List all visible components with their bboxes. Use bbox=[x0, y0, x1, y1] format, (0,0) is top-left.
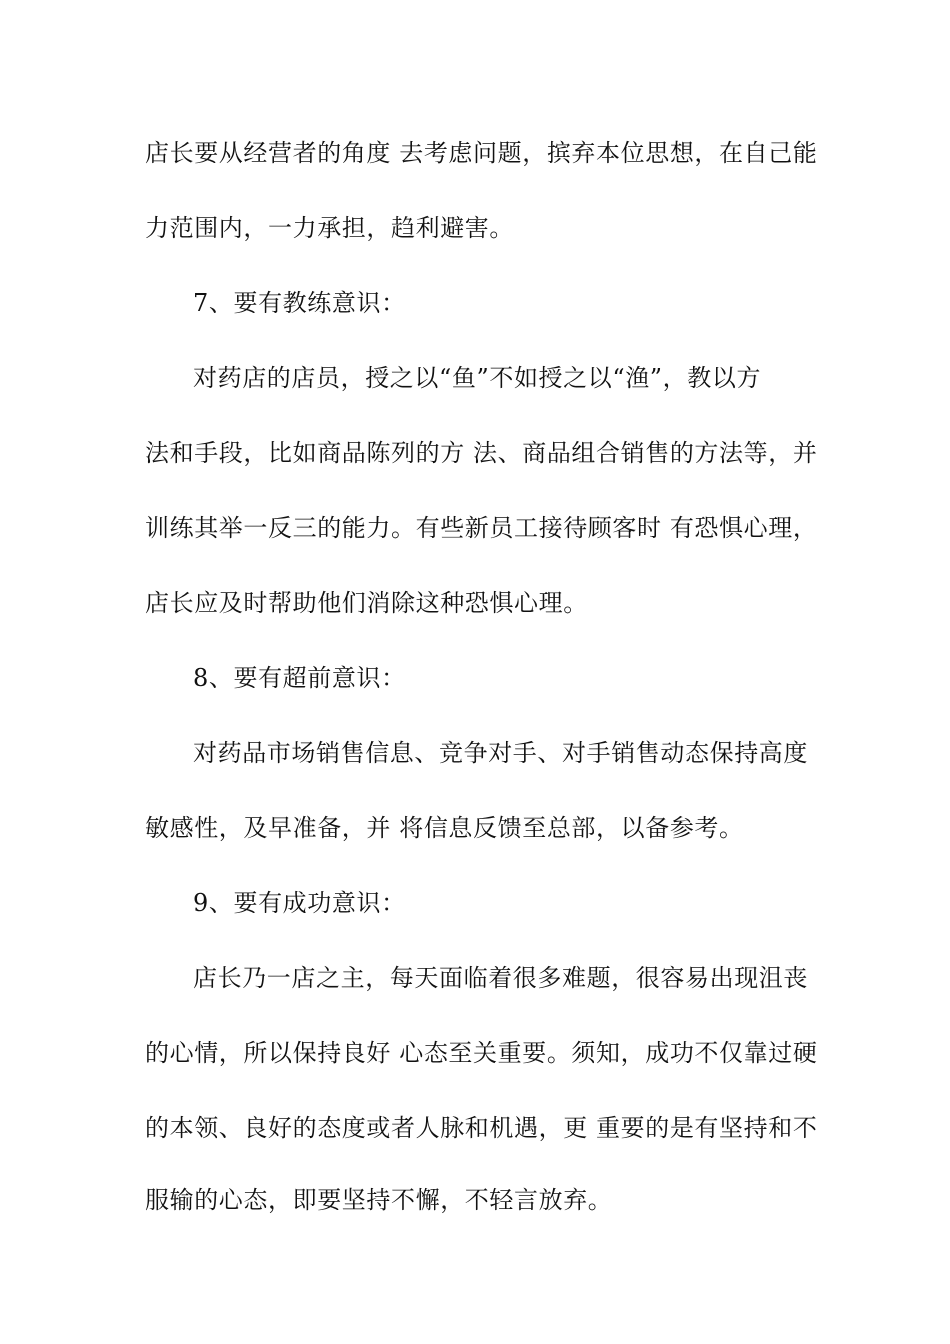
text-line: 的心情，所以保持良好 心态至关重要。须知，成功不仅靠过硬 bbox=[145, 1039, 818, 1067]
text-line: 敏感性，及早准备，并 将信息反馈至总部，以备参考。 bbox=[145, 814, 744, 842]
text-line: 的本领、良好的态度或者人脉和机遇，更 重要的是有坚持和不 bbox=[145, 1114, 818, 1142]
section-heading-8: 8、要有超前意识： bbox=[193, 664, 406, 692]
text-line: 训练其举一反三的能力。有些新员工接待顾客时 有恐惧心理， bbox=[145, 514, 818, 542]
section-heading-7: 7、要有教练意识： bbox=[193, 289, 406, 317]
text-line: 店长要从经营者的角度 去考虑问题，摈弃本位思想，在自己能 bbox=[145, 139, 818, 167]
text-line: 服输的心态，即要坚持不懈，不轻言放弃。 bbox=[145, 1186, 613, 1214]
text-line: 法和手段，比如商品陈列的方 法、商品组合销售的方法等，并 bbox=[145, 439, 818, 467]
text-line: 对药店的店员，授之以“鱼”不如授之以“渔”，教以方 bbox=[193, 364, 762, 392]
text-line: 对药品市场销售信息、竞争对手、对手销售动态保持高度 bbox=[193, 739, 808, 767]
text-line: 店长应及时帮助他们消除这种恐惧心理。 bbox=[145, 589, 588, 617]
text-line: 店长乃一店之主，每天面临着很多难题，很容易出现沮丧 bbox=[193, 964, 808, 992]
section-heading-9: 9、要有成功意识： bbox=[193, 889, 406, 917]
text-line: 力范围内，一力承担，趋利避害。 bbox=[145, 214, 514, 242]
